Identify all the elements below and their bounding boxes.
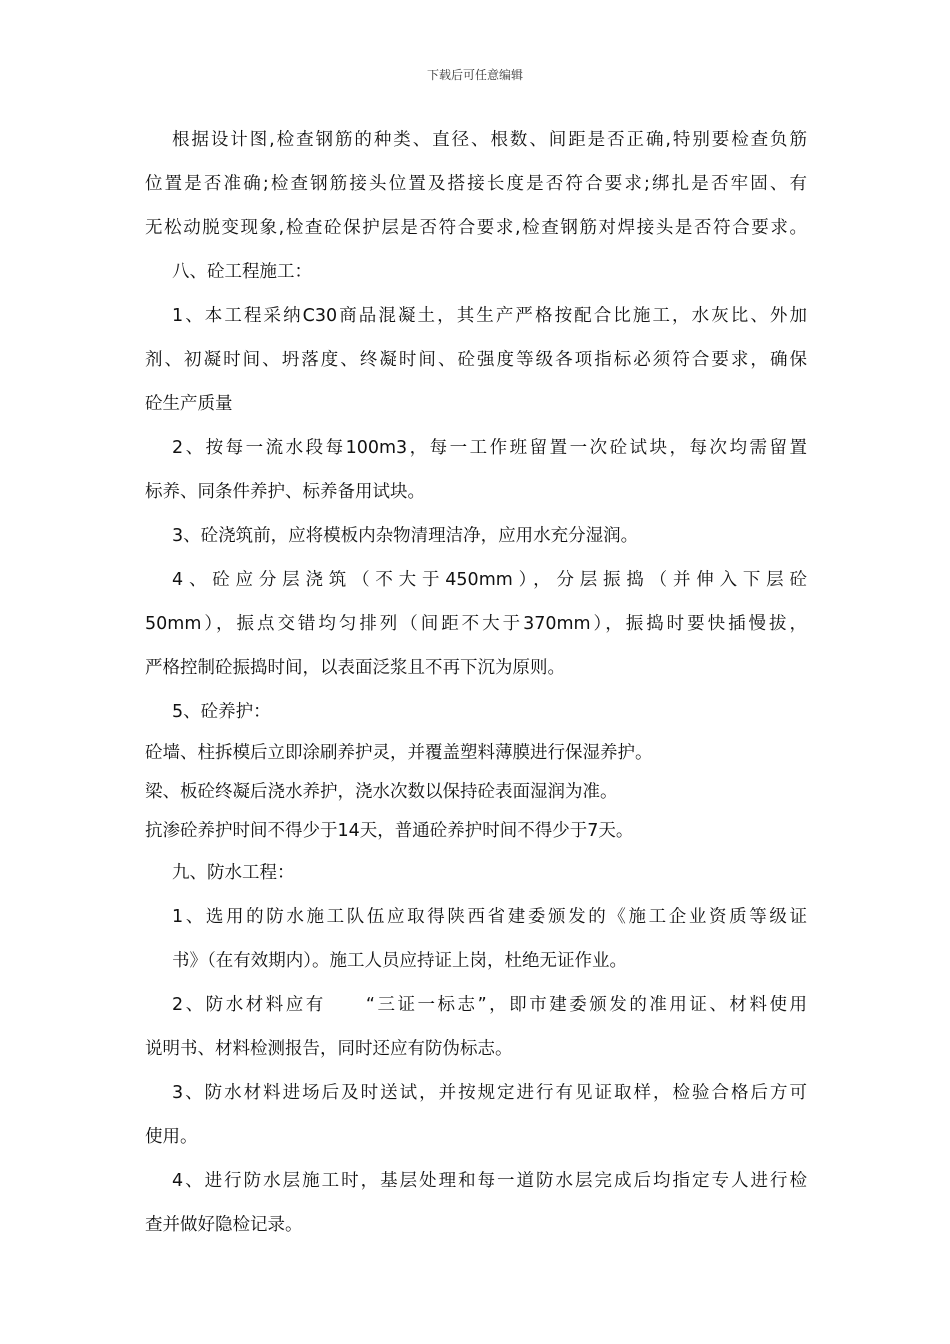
paragraph-line: 2、按每一流水段每100m3，每一工作班留置一次砼试块，每次均需留置 — [172, 438, 807, 458]
document-body — [145, 118, 807, 1247]
paragraph-line: 4、进行防水层施工时，基层处理和每一道防水层完成后均指定专人进行检 — [172, 1171, 807, 1191]
paragraph-line: 3、防水材料进场后及时送试，并按规定进行有见证取样，检验合格后方可 — [172, 1083, 807, 1103]
paragraph-line: 位置是否准确;检查钢筋接头位置及搭接长度是否符合要求;绑扎是否牢固、有 — [145, 174, 807, 194]
paragraph-line: 50mm），振点交错均匀排列（间距不大于370mm），振捣时要快插慢拔， — [145, 614, 807, 634]
paragraph-line: 根据设计图,检查钢筋的种类、直径、根数、间距是否正确,特别要检查负筋 — [172, 130, 807, 150]
section-heading: 八、砼工程施工： — [172, 262, 312, 282]
paragraph-line: 查并做好隐检记录。 — [145, 1215, 303, 1235]
paragraph-line: 说明书、材料检测报告，同时还应有防伪标志。 — [145, 1039, 513, 1059]
paragraph-line: 梁、板砼终凝后浇水养护，浇水次数以保持砼表面湿润为准。 — [145, 782, 618, 802]
paragraph-line: 1、本工程采纳C30商品混凝土，其生产严格按配合比施工，水灰比、外加 — [172, 306, 807, 326]
paragraph-line: 无松动脱变现象,检查砼保护层是否符合要求,检查钢筋对焊接头是否符合要求。 — [145, 218, 807, 238]
paragraph-line: 砼生产质量 — [145, 394, 233, 414]
paragraph-line: 使用。 — [145, 1127, 198, 1147]
paragraph-line: 书》（在有效期内）。施工人员应持证上岗，杜绝无证作业。 — [172, 951, 627, 971]
paragraph-line: 1、选用的防水施工队伍应取得陕西省建委颁发的《施工企业资质等级证 — [172, 907, 807, 927]
paragraph-line: 砼墙、柱拆模后立即涂刷养护灵，并覆盖塑料薄膜进行保湿养护。 — [145, 743, 653, 763]
section-heading: 5、砼养护： — [172, 702, 271, 722]
paragraph-line: 抗渗砼养护时间不得少于14天，普通砼养护时间不得少于7天。 — [145, 821, 634, 841]
page-header: 下载后可任意编辑 — [426, 68, 523, 82]
paragraph-line: 剂、初凝时间、坍落度、终凝时间、砼强度等级各项指标必须符合要求，确保 — [145, 350, 807, 370]
paragraph-line: 4、砼应分层浇筑（不大于450mm），分层振捣（并伸入下层砼 — [172, 570, 807, 590]
paragraph-line: 3、砼浇筑前，应将模板内杂物清理洁净，应用水充分湿润。 — [172, 526, 639, 546]
paragraph-line: 严格控制砼振捣时间，以表面泛浆且不再下沉为原则。 — [145, 658, 565, 678]
section-heading: 九、防水工程： — [172, 863, 295, 883]
paragraph-line: 2、防水材料应有 “三证一标志”，即市建委颁发的准用证、材料使用 — [172, 995, 807, 1015]
paragraph-line: 标养、同条件养护、标养备用试块。 — [145, 482, 425, 502]
